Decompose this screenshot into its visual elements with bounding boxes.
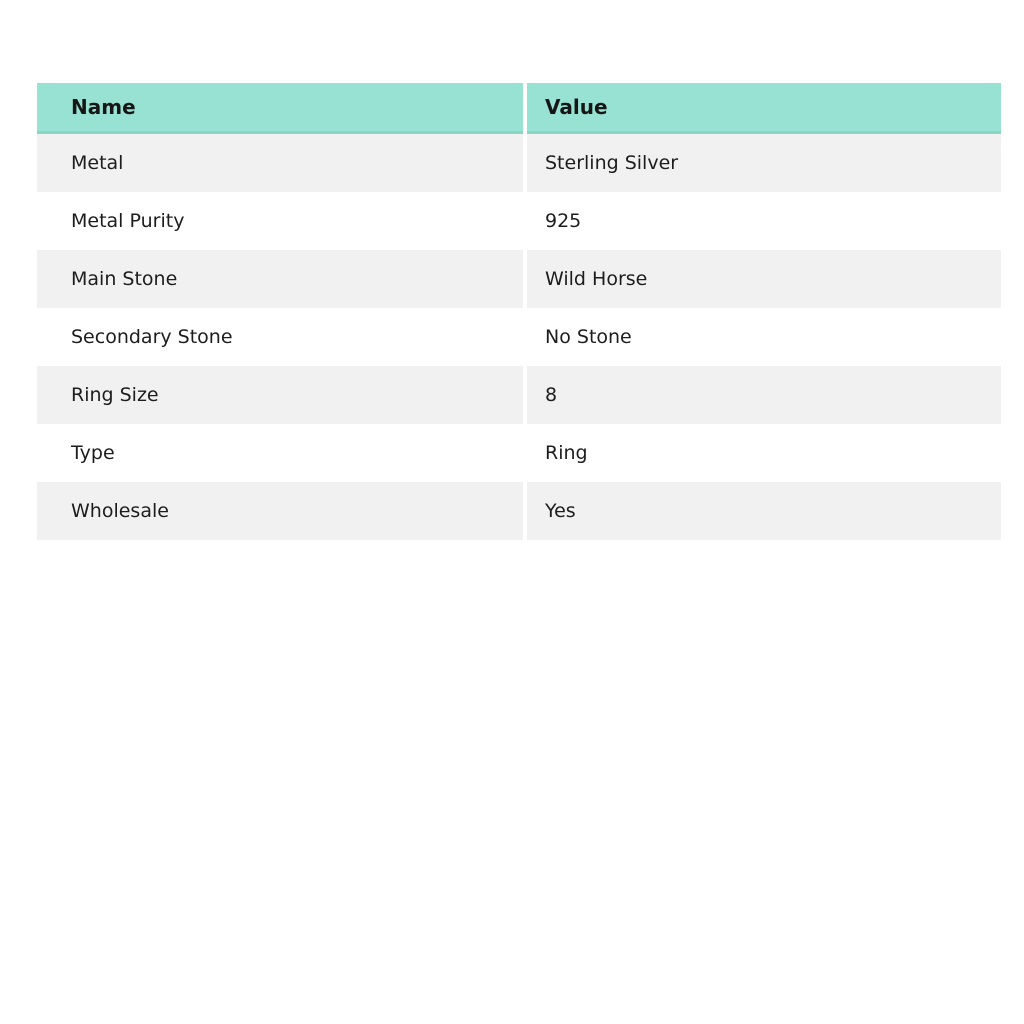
table-row (37, 250, 1001, 308)
attribute-name: Type (71, 442, 115, 464)
product-spec-table (37, 83, 1001, 540)
attribute-name: Secondary Stone (71, 326, 233, 348)
row-value-cell (527, 308, 1001, 366)
row-value-cell (527, 192, 1001, 250)
row-value-cell (527, 366, 1001, 424)
attribute-value: No Stone (545, 326, 632, 348)
table-row (37, 134, 1001, 192)
attribute-value: 925 (545, 210, 582, 232)
attribute-value: Wild Horse (545, 268, 648, 290)
table-row (37, 424, 1001, 482)
attribute-name: Metal Purity (71, 210, 185, 232)
attribute-value: 8 (545, 384, 558, 406)
table-header-row (37, 83, 1001, 134)
row-name-cell (37, 250, 523, 308)
attribute-name: Wholesale (71, 500, 169, 522)
attribute-name: Metal (71, 152, 124, 174)
row-name-cell (37, 134, 523, 192)
attribute-value: Sterling Silver (545, 152, 679, 174)
header-cell-value (527, 83, 1001, 134)
attribute-name: Main Stone (71, 268, 178, 290)
row-name-cell (37, 192, 523, 250)
row-name-cell (37, 366, 523, 424)
row-name-cell (37, 482, 523, 540)
table-row (37, 192, 1001, 250)
table-row (37, 308, 1001, 366)
table-row (37, 482, 1001, 540)
row-value-cell (527, 424, 1001, 482)
attribute-name: Ring Size (71, 384, 159, 406)
row-value-cell (527, 482, 1001, 540)
row-name-cell (37, 308, 523, 366)
row-value-cell (527, 134, 1001, 192)
attribute-value: Ring (545, 442, 588, 464)
row-name-cell (37, 424, 523, 482)
header-value-label: Value (545, 95, 608, 119)
table-row (37, 366, 1001, 424)
header-name-label: Name (71, 95, 136, 119)
row-value-cell (527, 250, 1001, 308)
attribute-value: Yes (545, 500, 576, 522)
header-cell-name (37, 83, 523, 134)
